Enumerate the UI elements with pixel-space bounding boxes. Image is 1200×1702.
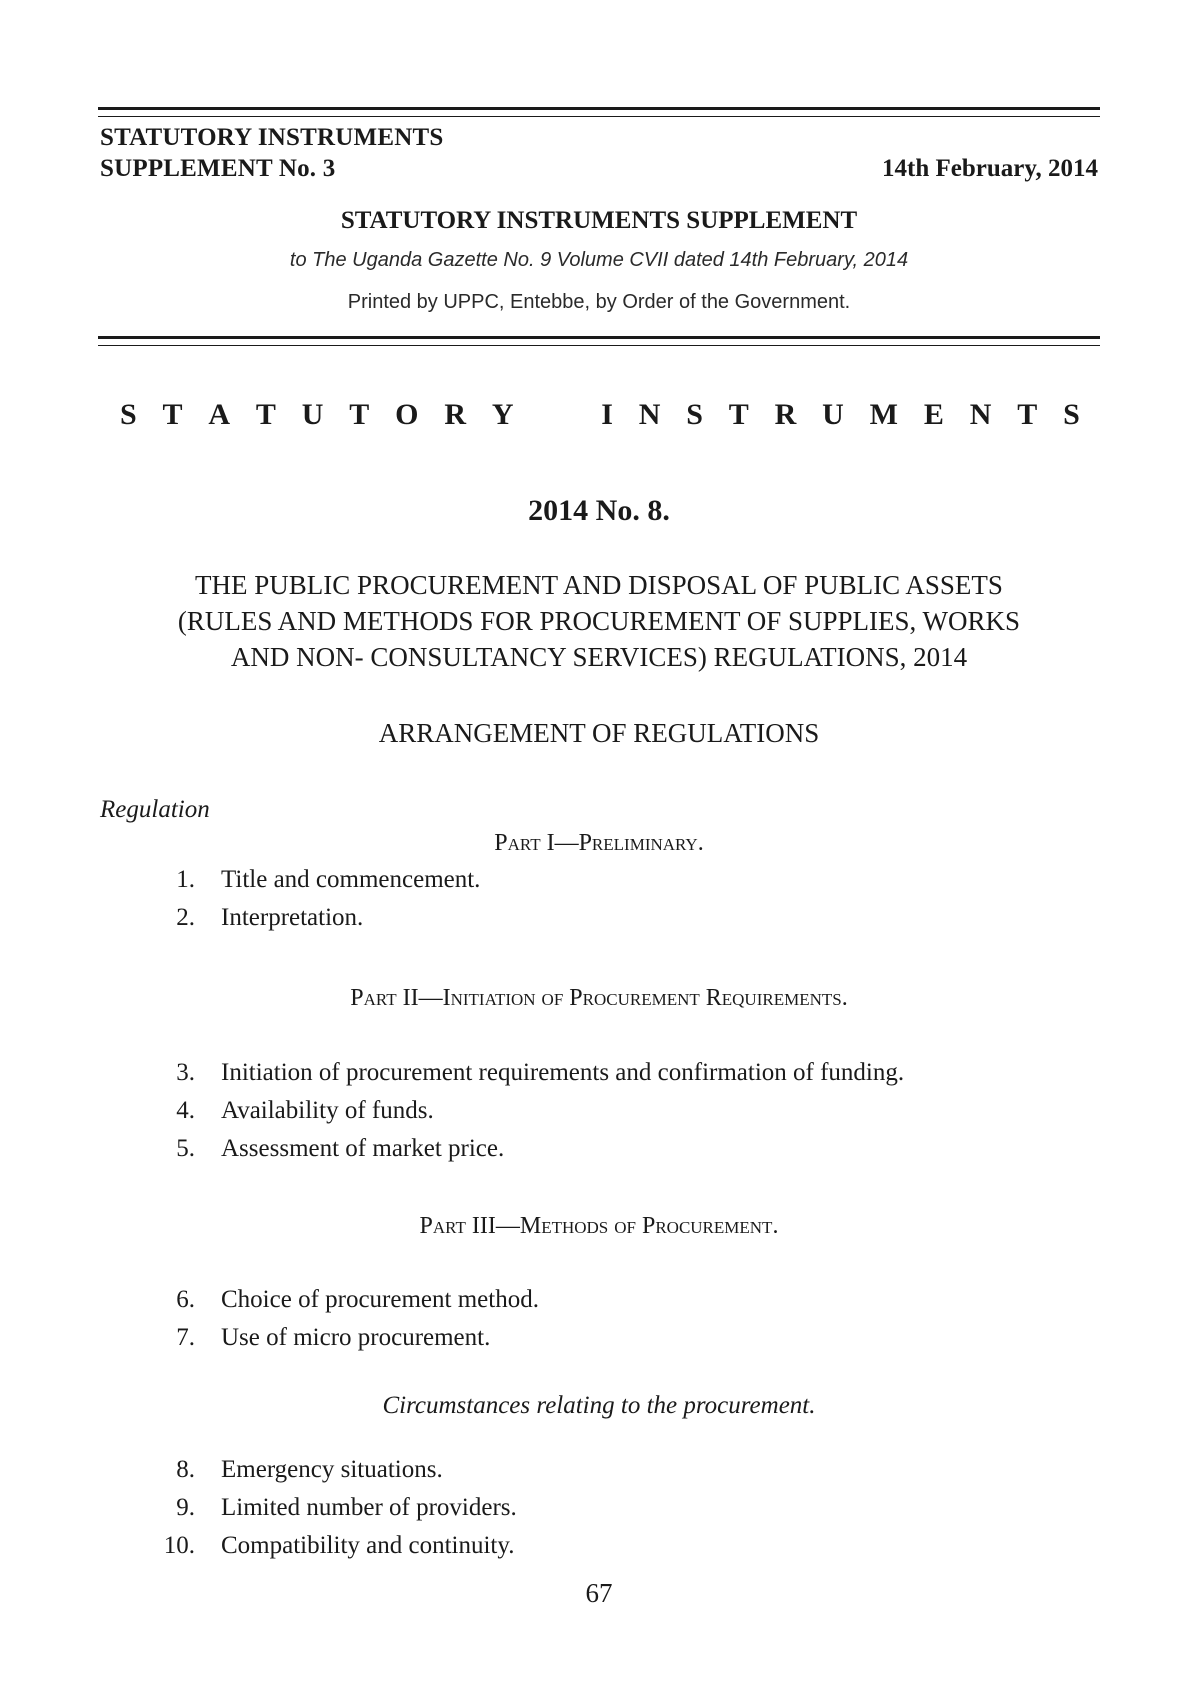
heading-letter: S xyxy=(686,398,703,431)
toc-entry-title: Use of micro procurement. xyxy=(221,1324,491,1351)
gazette-reference: to The Uganda Gazette No. 9 Volume CVII dated 14th February, 2014 xyxy=(289,249,909,271)
heading-letter: Y xyxy=(491,398,514,431)
supplement-number: SUPPLEMENT No. 3 xyxy=(100,155,336,182)
instrument-number: 2014 No. 8. xyxy=(528,494,670,527)
publication-date: 14th February, 2014 xyxy=(882,155,1098,182)
part-heading: Part III—Methods of Procurement. xyxy=(419,1213,779,1239)
toc-entry-title: Availability of funds. xyxy=(221,1097,434,1124)
heading-letter: M xyxy=(869,398,898,431)
heading-letter: U xyxy=(822,398,844,431)
toc-entry-title: Choice of procurement method. xyxy=(221,1286,539,1313)
toc-entry-number: 3. xyxy=(176,1059,195,1086)
toc-entry-number: 8. xyxy=(176,1456,195,1483)
toc-entry-number: 2. xyxy=(176,904,195,931)
toc-entry-title: Compatibility and continuity. xyxy=(221,1532,515,1559)
toc-entry-number: 6. xyxy=(176,1286,195,1313)
toc-entry-title: Assessment of market price. xyxy=(221,1135,505,1162)
heading-word-gap xyxy=(539,398,575,432)
toc-entry-number: 10. xyxy=(163,1532,195,1559)
toc-entry-title: Initiation of procurement requirements and confirmation of funding. xyxy=(221,1059,905,1086)
heading-letter: E xyxy=(923,398,944,431)
page-number: 67 xyxy=(585,1578,613,1608)
regulations-title-line: THE PUBLIC PROCUREMENT AND DISPOSAL OF PUBLIC ASSETS xyxy=(195,570,1003,600)
heading-letter: T xyxy=(349,398,370,431)
gazette-page xyxy=(98,0,1100,1702)
toc-entry-title: Interpretation. xyxy=(221,904,364,931)
supplement-title: STATUTORY INSTRUMENTS SUPPLEMENT xyxy=(340,207,858,234)
supplement-series-label: STATUTORY INSTRUMENTS xyxy=(100,124,444,151)
heading-letter: N xyxy=(638,398,661,431)
heading-letter: N xyxy=(969,398,992,431)
toc-entry-number: 4. xyxy=(176,1097,195,1124)
toc-entry-title: Limited number of providers. xyxy=(221,1494,517,1521)
header-top-rule xyxy=(98,107,1100,117)
part-heading: Part II—Initiation of Procurement Requirements. xyxy=(350,985,848,1011)
heading-letter: A xyxy=(208,398,231,431)
heading-letter: T xyxy=(162,398,183,431)
arrangement-heading: ARRANGEMENT OF REGULATIONS xyxy=(378,718,820,748)
header-bottom-rule xyxy=(98,336,1100,346)
regulation-column-label: Regulation xyxy=(100,796,210,823)
regulations-title xyxy=(98,567,1100,675)
heading-letter: T xyxy=(728,398,749,431)
regulations-title-line: (RULES AND METHODS FOR PROCUREMENT OF SUPPLIES, WORKS xyxy=(177,606,1021,636)
heading-letter: U xyxy=(301,398,324,431)
toc-entry-number: 9. xyxy=(176,1494,195,1521)
heading-letter: R xyxy=(774,398,797,431)
heading-letter: S xyxy=(1063,398,1080,431)
heading-letter: R xyxy=(444,398,466,431)
part-heading: Part I—Preliminary. xyxy=(494,830,704,856)
regulations-title-line: AND NON- CONSULTANCY SERVICES) REGULATIONS, 2014 xyxy=(230,642,968,672)
heading-letter: T xyxy=(255,398,276,431)
section-subheading: Circumstances relating to the procurement. xyxy=(382,1392,816,1419)
statutory-instruments-heading xyxy=(120,398,1080,432)
heading-letter: T xyxy=(1017,398,1038,431)
toc-entry-number: 5. xyxy=(176,1135,195,1162)
toc-entry-number: 1. xyxy=(176,866,195,893)
heading-letter: S xyxy=(120,398,137,431)
heading-letter: O xyxy=(395,398,419,431)
toc-entry-number: 7. xyxy=(176,1324,195,1351)
toc-entry-title: Title and commencement. xyxy=(221,866,481,893)
toc-entry-title: Emergency situations. xyxy=(221,1456,443,1483)
printer-notice: Printed by UPPC, Entebbe, by Order of the Government. xyxy=(347,291,851,313)
heading-letter: I xyxy=(601,398,613,431)
